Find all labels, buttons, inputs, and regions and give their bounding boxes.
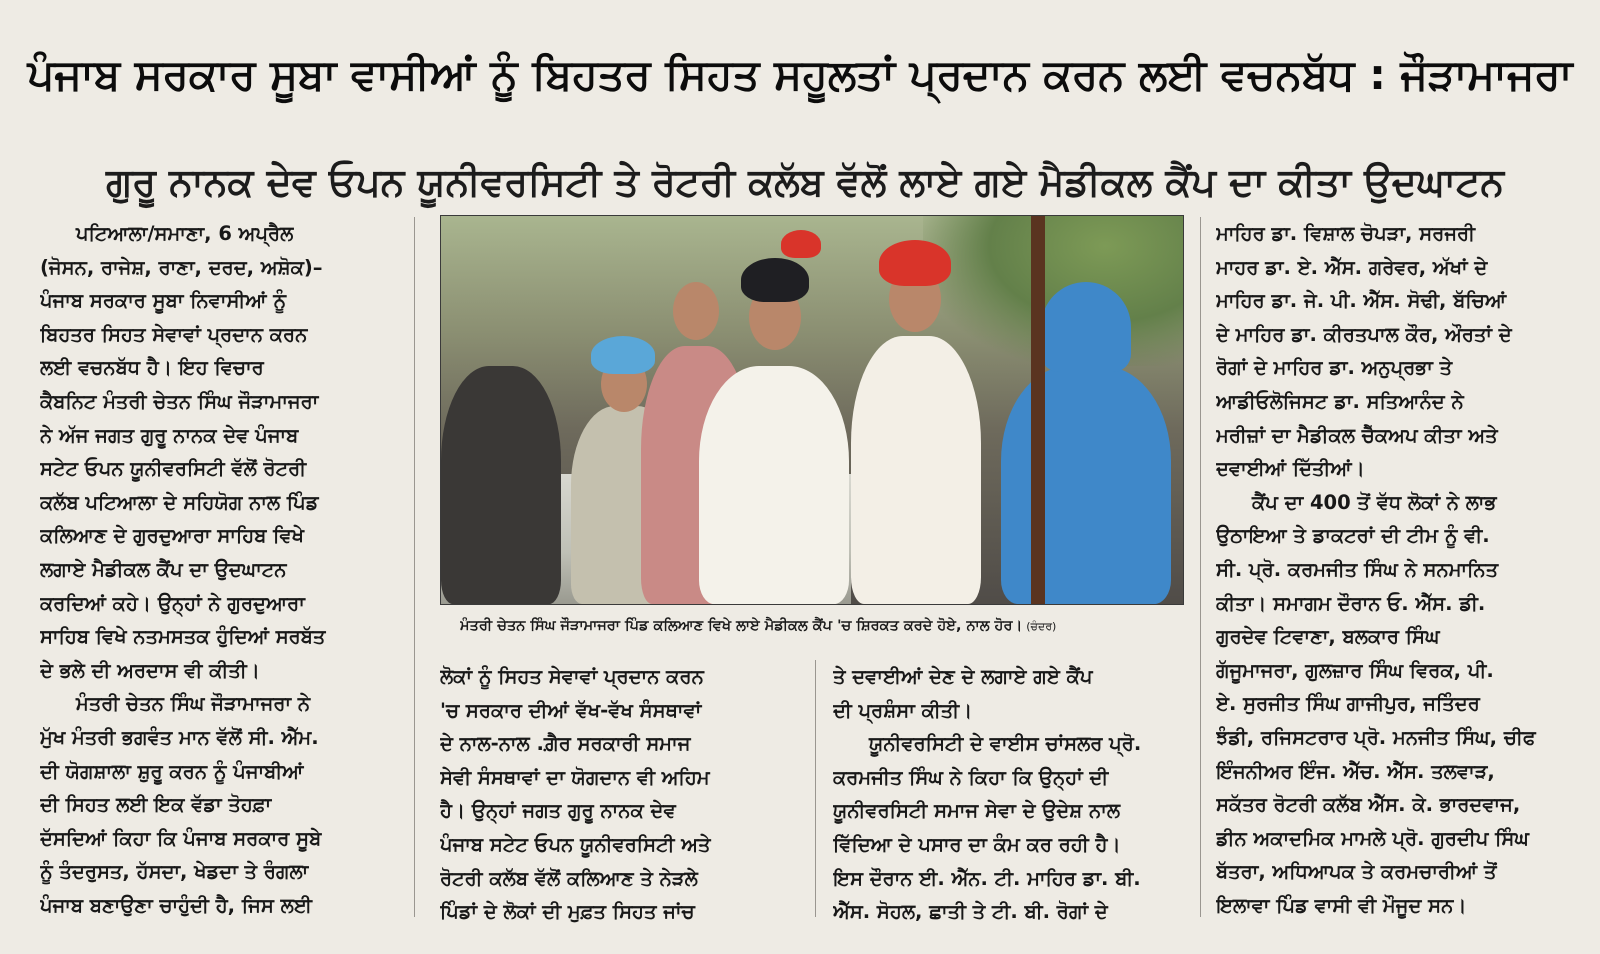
news-photo [440, 215, 1184, 605]
article-line: ਇਲਾਵਾ ਪਿੰਡ ਵਾਸੀ ਵੀ ਮੌਜੂਦ ਸਨ। [1216, 893, 1467, 917]
article-line: ਦੇ ਨਾਲ-ਨਾਲ .ਗ਼ੈਰ ਸਰਕਾਰੀ ਸਮਾਜ [440, 732, 691, 756]
column-divider [414, 217, 415, 917]
article-line: ਦੱਸਦਿਆਂ ਕਿਹਾ ਕਿ ਪੰਜਾਬ ਸਰਕਾਰ ਸੂਬੇ [40, 826, 322, 850]
article-line: ਮਾਹਿਰ ਡਾ. ਵਿਸ਼ਾਲ ਚੋਪੜਾ, ਸਰਜਰੀ [1216, 222, 1476, 245]
article-line: ਸਟੇਟ ਓਪਨ ਯੂਨੀਵਰਸਿਟੀ ਵੱਲੋਂ ਰੋਟਰੀ [40, 457, 307, 481]
article-line: ਗੱਜੂਮਾਜਰਾ, ਗੁਲਜ਼ਾਰ ਸਿੰਘ ਵਿਰਕ, ਪੀ. [1216, 658, 1494, 682]
article-line: ਲਈ ਵਚਨਬੱਧ ਹੈ। ਇਹ ਵਿਚਾਰ [40, 356, 264, 380]
article-line: ਝੰਡੀ, ਰਜਿਸਟਰਾਰ ਪ੍ਰੋ. ਮਨਜੀਤ ਸਿੰਘ, ਚੀਫ [1216, 725, 1536, 749]
photo-caption [460, 614, 1180, 638]
article-line: ਮਰੀਜ਼ਾਂ ਦਾ ਮੈਡੀਕਲ ਚੈੱਕਅਪ ਕੀਤਾ ਅਤੇ [1216, 423, 1498, 447]
photo-turban [741, 258, 809, 302]
article-line: ਮੰਤਰੀ ਚੇਤਨ ਸਿੰਘ ਜੌੜਾਮਾਜਰਾ ਨੇ [76, 692, 311, 716]
article-line: ਪੰਜਾਬ ਸਰਕਾਰ ਸੂਬਾ ਨਿਵਾਸੀਆਂ ਨੂੰ [40, 289, 287, 313]
article-line: ਹੈ। ਉਨ੍ਹਾਂ ਜਗਤ ਗੁਰੂ ਨਾਨਕ ਦੇਵ [440, 799, 676, 823]
article-line: ਰੋਟਰੀ ਕਲੱਬ ਵੱਲੋਂ ਕਲਿਆਣ ਤੇ ਨੇੜਲੇ [440, 866, 698, 890]
photo-person [441, 366, 561, 604]
article-line: ਮਾਹਰ ਡਾ. ਏ. ਐੱਸ. ਗਰੇਵਰ, ਅੱਖਾਂ ਦੇ [1216, 255, 1488, 279]
article-line: ਸਾਹਿਬ ਵਿਖੇ ਨਤਮਸਤਕ ਹੁੰਦਿਆਂ ਸਰਬੱਤ [40, 625, 326, 649]
article-line: ਨੇ ਅੱਜ ਜਗਤ ਗੁਰੂ ਨਾਨਕ ਦੇਵ ਪੰਜਾਬ [40, 423, 299, 447]
article-column-right [1216, 217, 1570, 922]
article-line: ਇੰਜਨੀਅਰ ਇੰਜ. ਐੱਚ. ਐੱਸ. ਤਲਵਾੜ, [1216, 759, 1495, 783]
article-line: ਬਿਹਤਰ ਸਿਹਤ ਸੇਵਾਵਾਂ ਪ੍ਰਦਾਨ ਕਰਨ [40, 322, 308, 346]
photo-headscarf [1041, 282, 1131, 372]
article-line: ਤੇ ਦਵਾਈਆਂ ਦੇਣ ਦੇ ਲਗਾਏ ਗਏ ਕੈਂਪ [833, 665, 1093, 688]
article-line: ਲਗਾਏ ਮੈਡੀਕਲ ਕੈਂਪ ਦਾ ਉਦਘਾਟਨ [40, 557, 287, 581]
article-column-left [40, 217, 398, 922]
article-line: ਆਡੀਓਲੋਜਿਸਟ ਡਾ. ਸਤਿਆਨੰਦ ਨੇ [1216, 389, 1464, 413]
article-line: ਪਿੰਡਾਂ ਦੇ ਲੋਕਾਂ ਦੀ ਮੁਫ਼ਤ ਸਿਹਤ ਜਾਂਚ [440, 900, 695, 924]
photo-turban [781, 230, 821, 258]
article-line: ਬੱਤਰਾ, ਅਧਿਆਪਕ ਤੇ ਕਰਮਚਾਰੀਆਂ ਤੋਂ [1216, 860, 1497, 884]
article-line: ਦੀ ਸਿਹਤ ਲਈ ਇਕ ਵੱਡਾ ਤੋਹਫ਼ਾ [40, 793, 272, 817]
photo-person-head [673, 282, 719, 340]
article-line: ਲੋਕਾਂ ਨੂੰ ਸਿਹਤ ਸੇਵਾਵਾਂ ਪ੍ਰਦਾਨ ਕਰਨ [440, 665, 704, 688]
article-line: ਐੱਸ. ਸੋਹਲ, ਛਾਤੀ ਤੇ ਟੀ. ਬੀ. ਰੋਗਾਂ ਦੇ [833, 900, 1108, 924]
photo-person [1001, 366, 1171, 604]
article-line: ਰੋਗਾਂ ਦੇ ਮਾਹਿਰ ਡਾ. ਅਨੁਪ੍ਰਭਾ ਤੇ [1216, 356, 1453, 380]
photo-turban [879, 240, 951, 286]
headline: ਪੰਜਾਬ ਸਰਕਾਰ ਸੂਬਾ ਵਾਸੀਆਂ ਨੂੰ ਬਿਹਤਰ ਸਿਹਤ ਸਹੂਲਤਾਂ ਪ੍ਰਦਾਨ ਕਰਨ ਲਈ ਵਚਨਬੱਧ : ਜੌੜਾਮਾਜਰਾ [27, 50, 1573, 99]
dateline: ਪਟਿਆਲਾ/ਸਮਾਣਾ, 6 ਅਪ੍ਰੈਲ [76, 222, 294, 245]
article-line: ਮੁੱਖ ਮੰਤਰੀ ਭਗਵੰਤ ਮਾਨ ਵੱਲੋਂ ਸੀ. ਐੱਮ. [40, 725, 319, 749]
article-line: ਵਿੱਦਿਆ ਦੇ ਪਸਾਰ ਦਾ ਕੰਮ ਕਰ ਰਹੀ ਹੈ। [833, 832, 1121, 856]
article-line: ਪੰਜਾਬ ਸਟੇਟ ਓਪਨ ਯੂਨੀਵਰਸਿਟੀ ਅਤੇ [440, 832, 711, 856]
photo-person [851, 336, 981, 604]
article-column-middle-2 [833, 660, 1191, 929]
article-line: ਕਰਮਜੀਤ ਸਿੰਘ ਨੇ ਕਿਹਾ ਕਿ ਉਨ੍ਹਾਂ ਦੀ [833, 765, 1109, 789]
photo-credit: (ਚੰਦਰ) [1026, 620, 1057, 633]
article-line: ਕਲਿਆਣ ਦੇ ਗੁਰਦੁਆਰਾ ਸਾਹਿਬ ਵਿਖੇ [40, 524, 305, 548]
article-line: ਦੇ ਮਾਹਿਰ ਡਾ. ਕੀਰਤਪਾਲ ਕੌਰ, ਔਰਤਾਂ ਦੇ [1216, 322, 1512, 346]
article-line: ਦੇ ਭਲੇ ਦੀ ਅਰਦਾਸ ਵੀ ਕੀਤੀ। [40, 658, 260, 682]
article-line: ਕੈਂਪ ਦਾ 400 ਤੋਂ ਵੱਧ ਲੋਕਾਂ ਨੇ ਲਾਭ [1252, 490, 1497, 514]
article-line: 'ਚ ਸਰਕਾਰ ਦੀਆਂ ਵੱਖ-ਵੱਖ ਸੰਸਥਾਵਾਂ [440, 698, 702, 722]
article-line: ਦੀ ਪ੍ਰਸ਼ੰਸਾ ਕੀਤੀ। [833, 698, 973, 722]
byline: (ਜੋਸਨ, ਰਾਜੇਸ਼, ਰਾਣਾ, ਦਰਦ, ਅਸ਼ੋਕ)– [40, 255, 323, 279]
article-line: ਕਰਦਿਆਂ ਕਹੇ। ਉਨ੍ਹਾਂ ਨੇ ਗੁਰਦੁਆਰਾ [40, 591, 305, 615]
article-line: ਕੀਤਾ। ਸਮਾਗਮ ਦੌਰਾਨ ਓ. ਐੱਸ. ਡੀ. [1216, 591, 1486, 615]
article-line: ਗੁਰਦੇਵ ਟਿਵਾਣਾ, ਬਲਕਾਰ ਸਿੰਘ [1216, 625, 1440, 649]
article-line: ਕਲੱਬ ਪਟਿਆਲਾ ਦੇ ਸਹਿਯੋਗ ਨਾਲ ਪਿੰਡ [40, 490, 319, 514]
article-line: ਸਕੱਤਰ ਰੋਟਰੀ ਕਲੱਬ ਐੱਸ. ਕੇ. ਭਾਰਦਵਾਜ, [1216, 793, 1521, 817]
article-line: ਯੂਨੀਵਰਸਿਟੀ ਦੇ ਵਾਈਸ ਚਾਂਸਲਰ ਪ੍ਰੋ. [869, 732, 1142, 756]
article-line: ਮਾਹਿਰ ਡਾ. ਜੇ. ਪੀ. ਐੱਸ. ਸੋਢੀ, ਬੱਚਿਆਂ [1216, 289, 1507, 313]
article-line: ਨੂੰ ਤੰਦਰੁਸਤ, ਹੱਸਦਾ, ਖੇਡਦਾ ਤੇ ਰੰਗਲਾ [40, 860, 309, 884]
article-line: ਕੈਬਨਿਟ ਮੰਤਰੀ ਚੇਤਨ ਸਿੰਘ ਜੌੜਾਮਾਜਰਾ [40, 389, 319, 413]
subheadline: ਗੁਰੂ ਨਾਨਕ ਦੇਵ ਓਪਨ ਯੂਨੀਵਰਸਿਟੀ ਤੇ ਰੋਟਰੀ ਕਲੱਬ ਵੱਲੋਂ ਲਾਏ ਗਏ ਮੈਡੀਕਲ ਕੈਂਪ ਦਾ ਕੀਤਾ ਉਦਘਾਟਨ [105, 160, 1505, 204]
column-divider [1200, 217, 1201, 917]
photo-person [699, 366, 849, 604]
article-line: ਸੇਵੀ ਸੰਸਥਾਵਾਂ ਦਾ ਯੋਗਦਾਨ ਵੀ ਅਹਿਮ [440, 765, 710, 789]
article-line: ਏ. ਸੁਰਜੀਤ ਸਿੰਘ ਗਾਜੀਪੁਰ, ਜਤਿੰਦਰ [1216, 692, 1480, 716]
article-column-middle-1 [440, 660, 798, 929]
photo-turban [591, 336, 655, 374]
photo-pole [1031, 216, 1045, 604]
article-line: ਉਠਾਇਆ ਤੇ ਡਾਕਟਰਾਂ ਦੀ ਟੀਮ ਨੂੰ ਵੀ. [1216, 524, 1490, 548]
article-line: ਇਸ ਦੌਰਾਨ ਈ. ਐੱਨ. ਟੀ. ਮਾਹਿਰ ਡਾ. ਬੀ. [833, 866, 1141, 890]
photo-caption-text: ਮੰਤਰੀ ਚੇਤਨ ਸਿੰਘ ਜੌੜਾਮਾਜਰਾ ਪਿੰਡ ਕਲਿਆਣ ਵਿਖੇ ਲਾਏ ਮੈਡੀਕਲ ਕੈਂਪ 'ਚ ਸ਼ਿਰਕਤ ਕਰਦੇ ਹੋਏ, ਨਾਲ ਹੋਰ। [460, 618, 1023, 634]
article-line: ਦਵਾਈਆਂ ਦਿੱਤੀਆਂ। [1216, 457, 1365, 481]
article-line: ਡੀਨ ਅਕਾਦਮਿਕ ਮਾਮਲੇ ਪ੍ਰੋ. ਗੁਰਦੀਪ ਸਿੰਘ [1216, 826, 1529, 850]
article-line: ਪੰਜਾਬ ਬਣਾਉਣਾ ਚਾਹੁੰਦੀ ਹੈ, ਜਿਸ ਲਈ [40, 893, 312, 917]
article-line: ਯੂਨੀਵਰਸਿਟੀ ਸਮਾਜ ਸੇਵਾ ਦੇ ਉਦੇਸ਼ ਨਾਲ [833, 799, 1120, 823]
article-line: ਦੀ ਯੋਗਸ਼ਾਲਾ ਸ਼ੁਰੂ ਕਰਨ ਨੂੰ ਪੰਜਾਬੀਆਂ [40, 759, 304, 783]
article-line: ਸੀ. ਪ੍ਰੋ. ਕਰਮਜੀਤ ਸਿੰਘ ਨੇ ਸਨਮਾਨਿਤ [1216, 557, 1499, 581]
column-divider [815, 660, 816, 917]
